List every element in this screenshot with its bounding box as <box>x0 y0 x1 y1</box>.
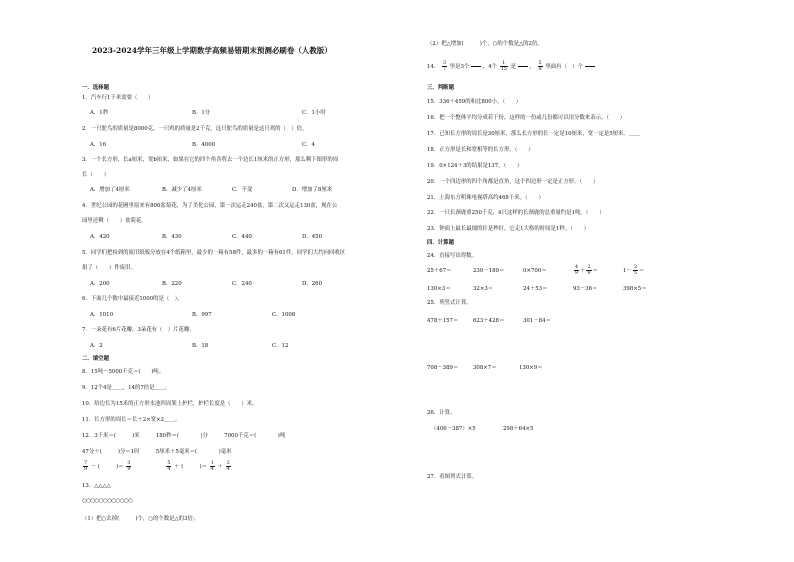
fraction: $\frac{1}{4}$ <box>210 461 214 472</box>
question-17: 17．已知长方形的周长是30厘米，那么长方形的长一定是10厘米，宽一定是5厘米。＿＿ <box>427 131 640 137</box>
q7-option-a: A．2 <box>90 343 103 349</box>
q5-option-b: B．220 <box>162 281 182 287</box>
fraction: $\frac{7}{9}$ <box>84 461 88 472</box>
question-5-line1: 5．同学们把捡到的废旧纸板分放在4个纸箱里，最少的一箱有58件，最多的一箱有61件，同学们大约向回收区 <box>82 250 346 256</box>
fraction: $\frac{2}{9}$ <box>587 265 591 276</box>
q24-fraction-sum: $\frac{4}{9}$ ＋ $\frac{2}{9}$ ＝ <box>575 265 598 276</box>
section-fill-heading: 二．填空题 <box>82 356 109 362</box>
q3-option-d: D．增加了8厘米 <box>292 187 333 193</box>
question-26: 26．计算。 <box>427 410 456 416</box>
q2-option-a: A．16 <box>90 142 107 148</box>
question-4-line1: 4．世纪公园的花圃里原来有800盆菊花，为了美化公园，第一次运走240盆，第二次又运走130盆，现在公 <box>82 203 338 209</box>
q3-option-c: C．不变 <box>232 187 253 193</box>
question-2: 2．一只鸵鸟的质量是8000克，一只鸡的质量是2千克，这只鸵鸟的质量是这只鸡的（ ）倍。 <box>82 126 308 132</box>
q6-option-a: A．1010 <box>90 312 114 318</box>
question-13-part2: （2）把△增加( )个，○的个数是△的2倍。 <box>427 41 543 47</box>
question-25: 25．列竖式计算。 <box>427 300 472 306</box>
question-15: 15．336＋459的和比800小。（ ） <box>427 99 522 105</box>
page-title: 2023-2024学年三年级上学期数学高频易错期末预测必刷卷（人教版） <box>92 46 332 55</box>
q7-option-b: B．18 <box>192 343 209 349</box>
question-27: 27．看图列式计算。 <box>427 474 477 480</box>
q5-option-a: A．200 <box>90 281 110 287</box>
question-1: 1．汽车行1千米需要（ ） <box>82 95 154 101</box>
fraction: $\frac{3}{4}$ <box>226 461 230 472</box>
question-8: 8．15吨－5000千克＝( )吨。 <box>82 369 165 375</box>
q13-circles: ○○○○○○○○○○○○ <box>82 498 133 504</box>
question-21: 21．上海东方明珠电视塔高约468千米。（ ） <box>427 195 544 201</box>
question-9: 9．12个4是＿＿，14的7倍是＿＿。 <box>82 385 171 391</box>
question-24: 24．直接写出得数。 <box>427 253 477 259</box>
question-12-line3: $\frac{7}{9}$ － ( )＝ $\frac{3}{9}$ $\frac{5}{4}$ ＋ ( )＝ $\frac{1}{4}$ ＋ $\frac{3}{4}$ <box>84 461 230 472</box>
q1-option-a: A．1秒 <box>90 110 109 116</box>
q4-option-c: C．440 <box>232 234 252 240</box>
q2-option-c: C．4 <box>302 142 315 148</box>
question-18: 18．正方形是长和宽相等的长方形。（ ） <box>427 147 534 153</box>
fraction: $\frac{5}{4}$ <box>167 461 171 472</box>
question-4-line2: 园里还剩（ ）盆菊花。 <box>82 218 147 224</box>
question-22: 22．一只长颈鹿重250千克，4只这样的长颈鹿的总重量约是1吨。（ ） <box>427 210 605 216</box>
question-14: 14． $\frac{3}{7}$ 里是3个 ，4个 $\frac{1}{15}$ 是 ， $\frac{5}{8}$ 里面有（ ）个 <box>427 60 595 74</box>
q1-option-b: B．1分 <box>192 110 211 116</box>
question-7: 7．一朵花有6片花瓣，3朵花有（ ）片花瓣。 <box>82 327 195 333</box>
question-6: 6．下面几个数中最接近1000的是（ ）。 <box>82 296 183 302</box>
q4-option-d: D．450 <box>302 234 323 240</box>
question-23: 23．钟面上最长最细的针是秒针，它走1大格的时间是1秒。（ ） <box>427 226 589 232</box>
fraction: $\frac{3}{9}$ <box>127 461 131 472</box>
q5-option-d: D．260 <box>302 281 323 287</box>
section-choice-heading: 一．选择题 <box>82 85 109 91</box>
question-3-line2: 长（ ） <box>82 172 109 178</box>
question-3-line1: 3．一个长方形，长a厘米，宽b厘米，如果在它的四个角各剪去一个边长1厘米的正方形，那么剩下图形的周 <box>82 157 339 163</box>
fraction: $\frac{1}{15}$ <box>500 61 507 72</box>
blank-fraction <box>585 61 595 72</box>
q5-option-c: C．240 <box>232 281 252 287</box>
q6-option-b: B．997 <box>192 312 212 318</box>
question-12-line1: 12．3千米＝( )米 180秒＝( )分 7000千克＝( )吨 <box>82 433 286 439</box>
question-20: 20．一个四边形的四个角都是直角，这个四边形一定是正方形。（ ） <box>427 179 599 185</box>
q7-option-c: C．12 <box>272 343 289 349</box>
q3-option-a: A．增加了4厘米 <box>90 187 130 193</box>
fraction: $\frac{4}{9}$ <box>575 265 579 276</box>
blank-fraction <box>518 61 528 72</box>
q4-option-a: A．420 <box>90 234 110 240</box>
q4-option-b: B．430 <box>162 234 182 240</box>
fraction: $\frac{3}{7}$ <box>442 61 447 72</box>
blank-fraction <box>471 61 481 72</box>
question-13-part1: （1）把○去掉( )个，○的个数是△的3倍； <box>82 516 199 522</box>
question-16: 16．把一个整体平均分成若干份，这样的一份或几份都可以用分数来表示。（ ） <box>427 115 626 121</box>
question-12-line2: 47分＋( )分＝1时 5厘米＋5毫米＝( )毫米 <box>82 449 232 455</box>
question-13: 13．△△△△ <box>82 483 111 489</box>
q1-option-c: C．1小时 <box>302 110 326 116</box>
q3-option-b: B．减少了4厘米 <box>162 187 202 193</box>
q6-option-c: C．1008 <box>272 312 296 318</box>
question-19: 19．0×124＋3的结果是137。（ ） <box>427 163 523 169</box>
section-judge-heading: 三．判断题 <box>427 85 454 91</box>
exam-page: 2023-2024学年三年级上学期数学高频易错期末预测必刷卷（人教版） 一．选择题 1．汽车行1千米需要（ ） A．1秒 B．1分 C．1小时 2．一只鸵鸟的质量是8000克，一只鸡的质量是2千克，这只鸵鸟的质量是这只鸡的（ ）倍。 A．16 B．4000 C．4 3．一个长方形，长a厘米，宽b厘米，如果在它的四个角各剪去一个边长1厘米的正方形，那么剩下图形的周 长（ ） A．增加了4厘米 B．减少了4厘米 C．不变 D．增加了8厘米 4．世纪公园的花圃里原来有800盆菊花，为了美化公园，第一次运走240盆，第二次又运走130盆，现在公 园里还剩（ ）盆菊花。 A．420 B．430 C．440 D．450 5．同学们把捡到的废旧纸板分放在4个纸箱里，最少的一箱有58件，最多的一箱有61件，同学们大约向回收区 捐了（ ）件废旧。 A．200 B．220 C．240 D．260 6．下面几个数中最接近1000的是（ ）。 A．1010 B．997 C．1008 7．一朵花有6片花瓣，3朵花有（ ）片花瓣。 A．2 B．18 C．12 二．填空题 8．15吨－5000千克＝( )吨。 9．12个4是＿＿，14的7倍是＿＿。 10．给边长为15米的正方形水池四周架上护栏，护栏长度是（ ）米。 11．长方形的周长＝长＋2×宽×2＿＿。 12．3千米＝( )米 180秒＝( )分 7000千克＝( )吨 47分＋( )分＝1时 5厘米＋5毫米＝( )毫米 $\frac{7}{9}$ － ( )＝ $\frac{3}{9}$ $\frac{5}{4}$ ＋ ( )＝ $\frac{1}{4}$ ＋ $\frac{3}{4}$ 13．△△△△ ○○○○○○○○○○○○ （1）把○去掉( )个，○的个数是△的3倍； （2）把△增加( )个，○的个数是△的2倍。 14． $\frac{3}{7}$ 里是3个 ，4个 $\frac{1}{15}$ 是 ， $\frac{5}{8}$ 里面有（ ）个 三．判断题 15．336＋459的和比800小。（ ） 16．把一个整体平均分成若干份，这样的一份或几份都可以用分数来表示。（ ） 17．已知长方形的周长是30厘米，那么长方形的长一定是10厘米，宽一定是5厘米。＿＿ 18．正方形是长和宽相等的长方形。（ ） 19．0×124＋3的结果是137。（ ） 20．一个四边形的四个角都是直角，这个四边形一定是正方形。（ ） 21．上海东方明珠电视塔高约468千米。（ ） 22．一只长颈鹿重250千克，4只这样的长颈鹿的总重量约是1吨。（ ） 23．钟面上最长最细的针是秒针，它走1大格的时间是1秒。（ ） 四．计算题 24．直接写出得数。 25＋67＝ 230－180＝ 0×700＝ $\frac{4}{9}$ ＋ $\frac{2}{9}$ ＝ 1－ $\frac{3}{5}$ ＝ 130×3＝ 32×3＝ 24＋53＝ 93－36＝ 398×5＝ 25．列竖式计算。 478＋157＝ 623＋428＝ 301－84＝ 708－389＝ 308×7＝ 130×9＝ 26．计算。 （406－387）×5 298＋64×5 27．看图列式计算。 <box>0 0 794 562</box>
question-11: 11．长方形的周长＝长＋2×宽×2＿＿。 <box>82 417 181 423</box>
q2-option-b: B．4000 <box>192 142 216 148</box>
question-10: 10．给边长为15米的正方形水池四周架上护栏，护栏长度是（ ）米。 <box>82 401 258 407</box>
section-calc-heading: 四．计算题 <box>427 240 454 246</box>
fraction: $\frac{5}{8}$ <box>538 61 542 72</box>
fraction: $\frac{3}{5}$ <box>633 265 637 276</box>
question-5-line2: 捐了（ ）件废旧。 <box>82 265 136 271</box>
